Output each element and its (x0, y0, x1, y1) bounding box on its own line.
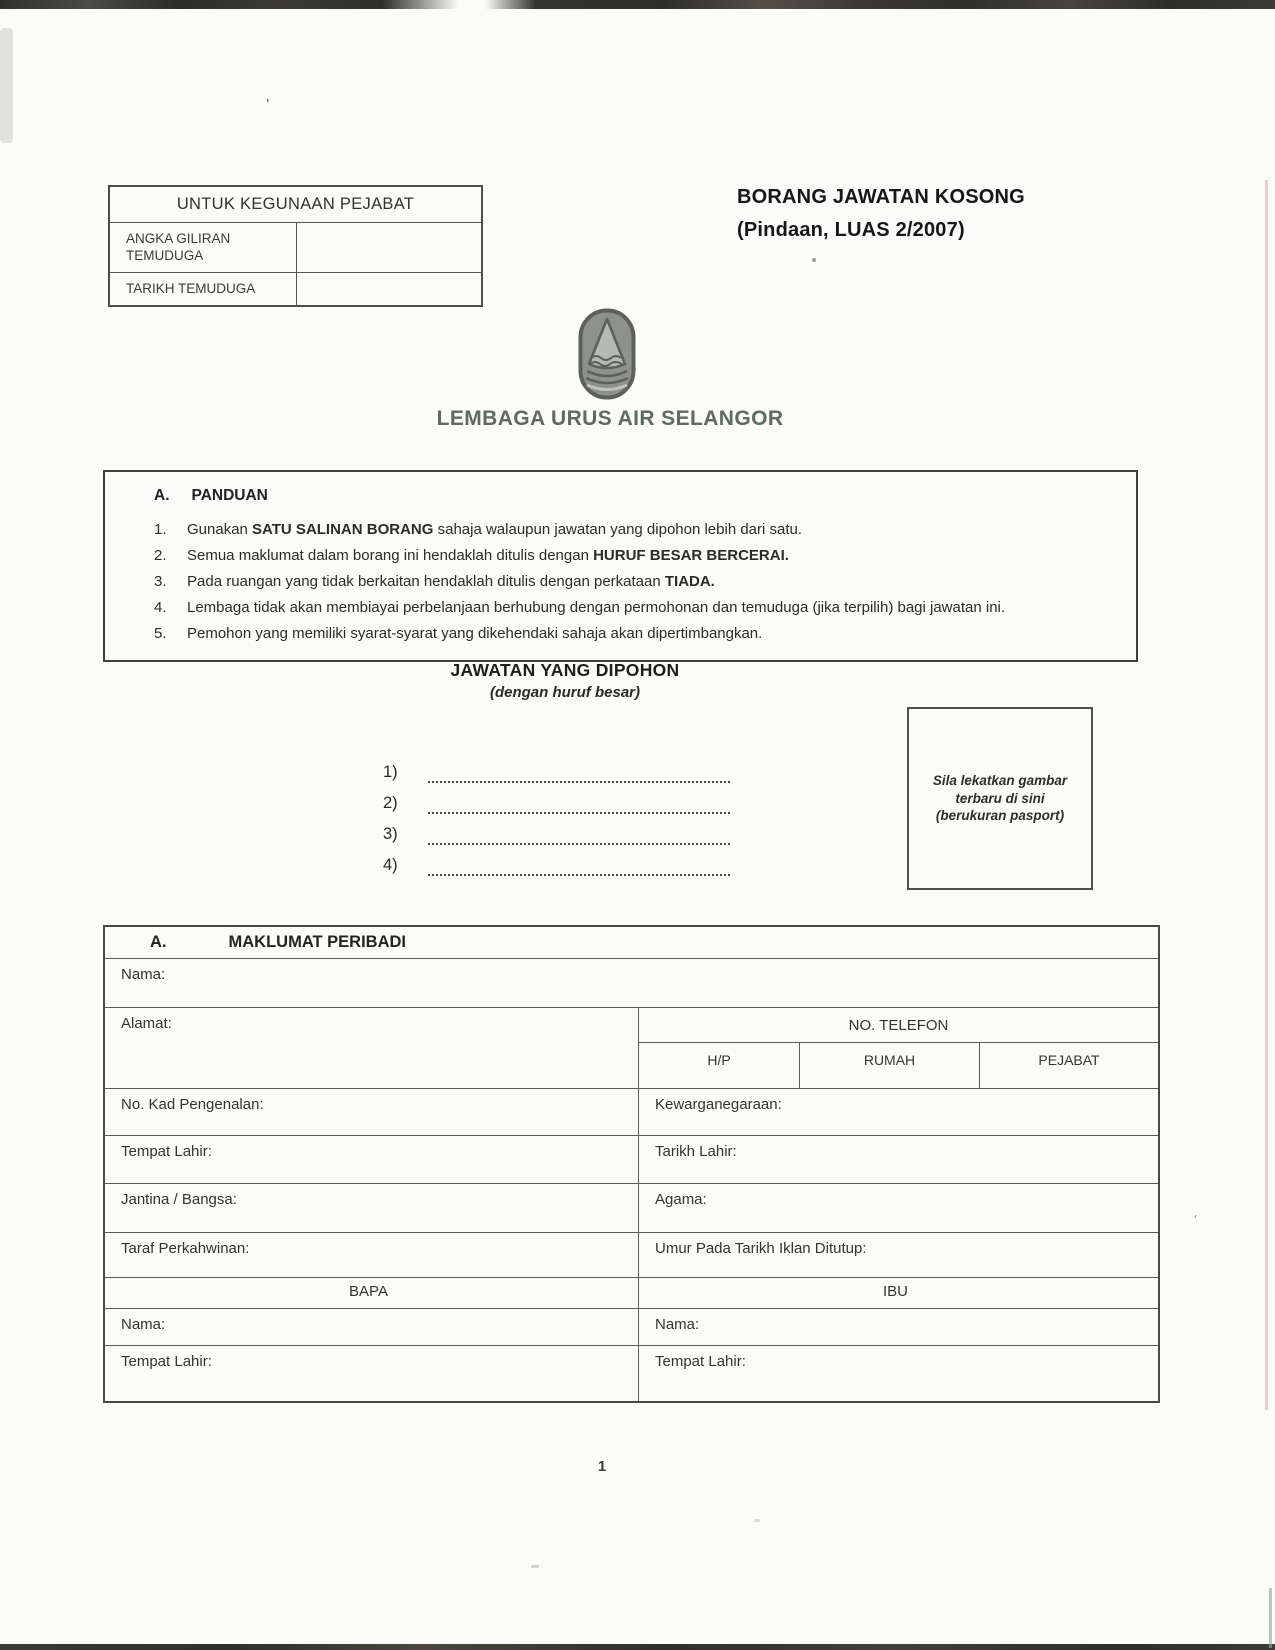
guidelines-heading (154, 487, 1108, 505)
guideline-text-bold: SATU SALINAN BORANG (252, 521, 434, 538)
guideline-text (187, 595, 1108, 621)
guideline-item (154, 621, 1108, 647)
form-subtitle: (Pindaan, LUAS 2/2007) (737, 219, 965, 241)
guideline-text-pre: Gunakan (187, 521, 253, 538)
scan-smudge (0, 28, 13, 143)
position-line-number: 3) (383, 825, 398, 843)
scan-edge-strip-bottom (0, 1644, 1275, 1650)
telefon-col-rumah[interactable]: RUMAH (799, 1043, 979, 1088)
photo-instruction-line2: terbaru di sini (955, 790, 1045, 806)
position-line-dotted-field[interactable] (428, 759, 730, 783)
guideline-text-bold: TIADA. (664, 573, 715, 590)
guideline-text-pre: Lembaga tidak akan membiayai perbelanjaan berhubung dengan permohonan dan temuduga (jika terpilih) bagi jawatan ini. (187, 599, 1006, 616)
form-title: BORANG JAWATAN KOSONG (737, 186, 1025, 208)
scan-speck (754, 1519, 760, 1522)
interview-number-label (110, 223, 297, 273)
position-line-dotted-field[interactable] (428, 821, 730, 845)
position-applied-list (383, 752, 730, 876)
guideline-text (187, 517, 1108, 543)
scan-speck (812, 258, 816, 262)
telefon-col-hp[interactable]: H/P (707, 1052, 731, 1068)
water-drop-logo-icon (578, 308, 636, 400)
position-line-dotted-field[interactable] (428, 852, 730, 876)
guidelines-box (103, 470, 1138, 662)
field-agama[interactable]: Agama: (638, 1183, 1158, 1232)
field-kewarganegaraan[interactable]: Kewarganegaraan: (638, 1088, 1158, 1135)
guideline-item (154, 595, 1108, 621)
page-number: 1 (597, 1458, 607, 1475)
guideline-item (154, 569, 1108, 595)
guideline-text (187, 543, 1108, 569)
position-applied-title: JAWATAN YANG DIPOHON (450, 660, 680, 680)
field-umur-iklan-ditutup[interactable]: Umur Pada Tarikh Iklan Ditutup: (638, 1232, 1158, 1277)
field-nama[interactable]: Nama: (121, 966, 166, 983)
field-taraf-perkahwinan[interactable]: Taraf Perkahwinan: (105, 1232, 638, 1277)
guideline-item (154, 517, 1108, 543)
interview-number-label-line2: TEMUDUGA (126, 248, 204, 263)
organization-name: LEMBAGA URUS AIR SELANGOR (436, 407, 784, 430)
scan-speck: ’ (1190, 1211, 1199, 1228)
guideline-text-pre: Semua maklumat dalam borang ini hendaklah ditulis dengan (187, 547, 594, 564)
telefon-col-pejabat[interactable]: PEJABAT (979, 1043, 1158, 1088)
guidelines-list (154, 517, 1108, 647)
position-applied-subtitle: (dengan huruf besar) (489, 684, 640, 701)
personal-section-header (105, 927, 1158, 959)
guideline-number: 1. (154, 521, 167, 538)
guideline-number: 3. (154, 573, 167, 590)
position-line-number: 4) (383, 856, 398, 874)
scan-edge-strip-top (0, 0, 1275, 9)
field-no-kad-pengenalan[interactable]: No. Kad Pengenalan: (105, 1088, 638, 1135)
office-use-box (108, 185, 483, 307)
guideline-text (187, 569, 1108, 595)
position-line (383, 752, 730, 783)
photo-placeholder-box[interactable] (907, 707, 1093, 890)
position-line (383, 845, 730, 876)
guideline-item (154, 543, 1108, 569)
position-applied-heading-block (340, 660, 790, 701)
photo-instruction-line1: Sila lekatkan gambar (932, 773, 1068, 789)
position-line (383, 783, 730, 814)
guideline-text-pre: Pemohon yang memiliki syarat-syarat yang dikehendaki sahaja akan dipertimbangkan. (187, 625, 763, 642)
guideline-text (187, 621, 1108, 647)
personal-info-table (103, 925, 1160, 1403)
interview-date-input-cell[interactable] (297, 273, 481, 305)
field-tempat-lahir[interactable]: Tempat Lahir: (105, 1135, 638, 1183)
guideline-text-pre: Pada ruangan yang tidak berkaitan hendaklah ditulis dengan perkataan (187, 573, 665, 590)
form-title-block (737, 181, 1157, 247)
field-tarikh-lahir[interactable]: Tarikh Lahir: (638, 1135, 1158, 1183)
field-bapa-tempat-lahir[interactable]: Tempat Lahir: (105, 1345, 638, 1401)
scan-speck (531, 1565, 539, 1568)
field-ibu-tempat-lahir[interactable]: Tempat Lahir: (638, 1345, 1158, 1401)
header-ibu: IBU (638, 1277, 1158, 1308)
guideline-text-post: sahaja walaupun jawatan yang dipohon lebih dari satu. (433, 521, 803, 538)
telefon-header: NO. TELEFON (639, 1008, 1158, 1043)
field-ibu-nama[interactable]: Nama: (638, 1308, 1158, 1345)
scan-edge-sliver (1269, 1588, 1272, 1648)
field-jantina-bangsa[interactable]: Jantina / Bangsa: (105, 1183, 638, 1232)
interview-number-label-line1: ANGKA GILIRAN (126, 231, 231, 246)
scan-speck: ’ (266, 96, 270, 113)
guideline-number: 5. (154, 625, 167, 642)
telefon-subtable (638, 1007, 1158, 1088)
guidelines-section-title: PANDUAN (191, 487, 268, 504)
personal-section-title: MAKLUMAT PERIBADI (228, 933, 407, 951)
photo-instruction-line3: (berukuran pasport) (935, 808, 1065, 824)
position-line-dotted-field[interactable] (428, 790, 730, 814)
guideline-text-bold: HURUF BESAR BERCERAI. (593, 547, 789, 564)
personal-section-letter: A. (150, 933, 167, 951)
interview-date-label: TARIKH TEMUDUGA (110, 273, 297, 305)
header-bapa: BAPA (105, 1277, 638, 1308)
field-bapa-nama[interactable]: Nama: (105, 1308, 638, 1345)
field-alamat[interactable]: Alamat: (105, 1007, 638, 1088)
position-line-number: 1) (383, 763, 398, 781)
interview-number-input-cell[interactable] (297, 223, 481, 273)
scan-pink-line-artifact (1265, 180, 1268, 1410)
office-use-title: UNTUK KEGUNAAN PEJABAT (110, 187, 481, 223)
position-line-number: 2) (383, 794, 398, 812)
guideline-number: 2. (154, 547, 167, 564)
guidelines-section-letter: A. (154, 487, 170, 504)
guideline-number: 4. (154, 599, 167, 616)
position-line (383, 814, 730, 845)
